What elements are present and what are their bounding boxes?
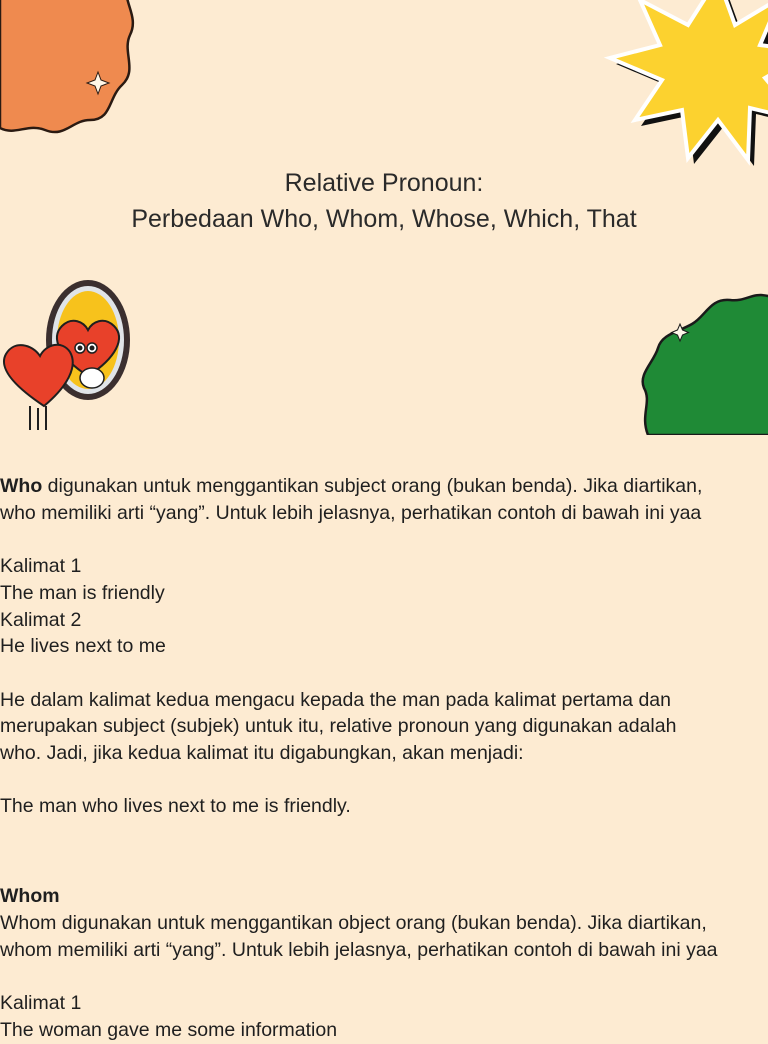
whom-kalimat-1-label: Kalimat 1 (0, 992, 82, 1015)
who-intro-line-1: Who digunakan untuk menggantikan subject orang (bukan benda). Jika diartikan, (0, 475, 703, 497)
whom-heading: Whom (0, 885, 60, 908)
who-explain-line-3: who. Jadi, jika kedua kalimat itu digabungkan, akan menjadi: (0, 742, 524, 764)
who-heading: Who (0, 475, 43, 497)
who-explain-line-2: merupakan subject (subjek) untuk itu, relative pronoun yang digunakan adalah (0, 715, 677, 738)
who-kalimat-1-label: Kalimat 1 (0, 555, 82, 578)
who-intro-line-2: who memiliki arti “yang”. Untuk lebih jelasnya, perhatikan contoh di bawah ini yaa (0, 501, 702, 524)
green-blob-decoration (640, 290, 768, 435)
starburst-decoration (600, 0, 768, 170)
orange-blob-decoration (0, 0, 140, 140)
heart-mascot-illustration (0, 278, 140, 438)
who-kalimat-2-label: Kalimat 2 (0, 608, 82, 631)
who-explain-line-1: He dalam kalimat kedua mengacu kepada the man pada kalimat pertama dan (0, 688, 671, 711)
title-line-1: Relative Pronoun: (284, 169, 484, 197)
document-body (0, 473, 768, 1044)
who-kalimat-1-text: The man is friendly (0, 581, 165, 604)
who-combined-sentence: The man who lives next to me is friendly. (0, 795, 351, 818)
whom-intro-line-2: whom memiliki arti “yang”. Untuk lebih jelasnya, perhatikan contoh di bawah ini yaa (0, 938, 718, 961)
page-title (0, 165, 768, 237)
whom-kalimat-1-text: The woman gave me some information (0, 1018, 338, 1041)
whom-intro-line-1: Whom digunakan untuk menggantikan object orang (bukan benda). Jika diartikan, (0, 912, 707, 935)
who-kalimat-2-text: He lives next to me (0, 635, 166, 658)
title-line-2: Perbedaan Who, Whom, Whose, Which, That (131, 205, 637, 233)
